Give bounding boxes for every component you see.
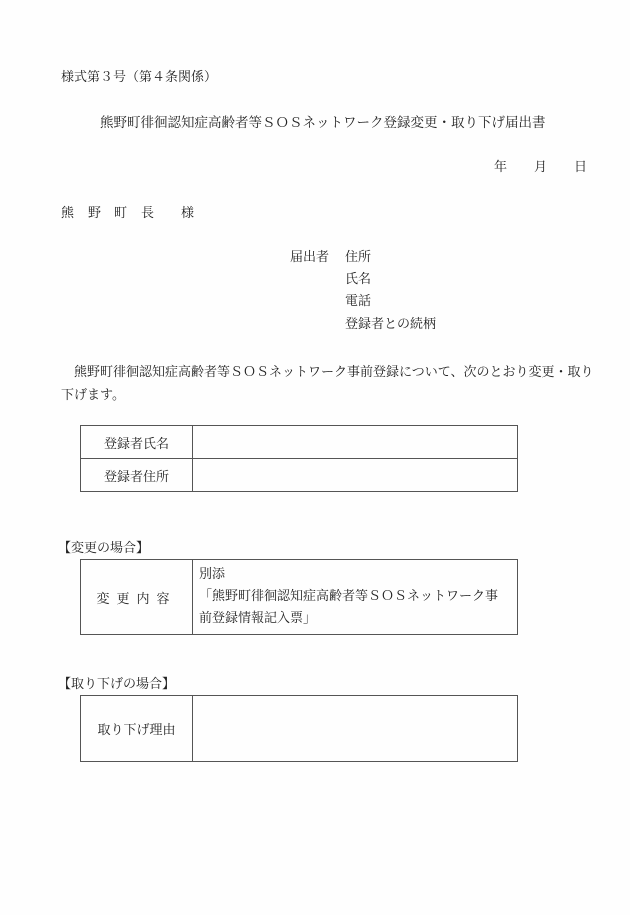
registrant-address-label: 登録者住所 [81, 459, 193, 492]
form-number: 様式第３号（第４条関係） [61, 70, 218, 85]
addressee-char: 熊 [61, 206, 75, 221]
change-content-line: 別添 [199, 567, 226, 582]
applicant-relationship-label: 登録者との続柄 [345, 317, 437, 332]
body-text: 熊野町徘徊認知症高齢者等ＳＯＳネットワーク事前登録について、次のとおり変更・取り下げます。 [61, 365, 594, 403]
change-content-line: 「熊野町徘徊認知症高齢者等ＳＯＳネットワーク事 [199, 589, 499, 604]
registrant-name-label: 登録者氏名 [81, 426, 193, 459]
table-row [81, 459, 518, 492]
date-day-label: 日 [574, 160, 588, 175]
applicant-address-label: 住所 [345, 250, 372, 265]
registrant-address-field[interactable] [193, 459, 518, 492]
addressee-char: 野 [88, 206, 102, 221]
change-content-label: 変更内容 [81, 560, 193, 635]
applicant-label: 届出者 [290, 250, 330, 265]
addressee-honorific: 様 [181, 206, 195, 221]
date-year-label: 年 [494, 160, 508, 175]
addressee-char: 長 [141, 206, 155, 221]
applicant-phone-label: 電話 [345, 294, 372, 309]
table-row [81, 560, 518, 635]
withdraw-section-heading: 【取り下げの場合】 [58, 677, 176, 692]
withdraw-table [80, 695, 518, 762]
document-title: 熊野町徘徊認知症高齢者等ＳＯＳネットワーク登録変更・取り下げ届出書 [100, 115, 546, 131]
date-month-label: 月 [534, 160, 548, 175]
change-table [80, 559, 518, 635]
change-content-field[interactable] [193, 560, 518, 635]
withdraw-reason-field[interactable] [193, 696, 518, 762]
addressee-char: 町 [114, 206, 128, 221]
withdraw-reason-label: 取り下げ理由 [81, 696, 193, 762]
table-row [81, 696, 518, 762]
registrant-name-field[interactable] [193, 426, 518, 459]
change-content-line: 前登録情報記入票」 [199, 611, 317, 626]
change-section-heading: 【変更の場合】 [58, 541, 150, 556]
applicant-name-label: 氏名 [345, 272, 372, 287]
registrant-table [80, 425, 518, 492]
table-row [81, 426, 518, 459]
